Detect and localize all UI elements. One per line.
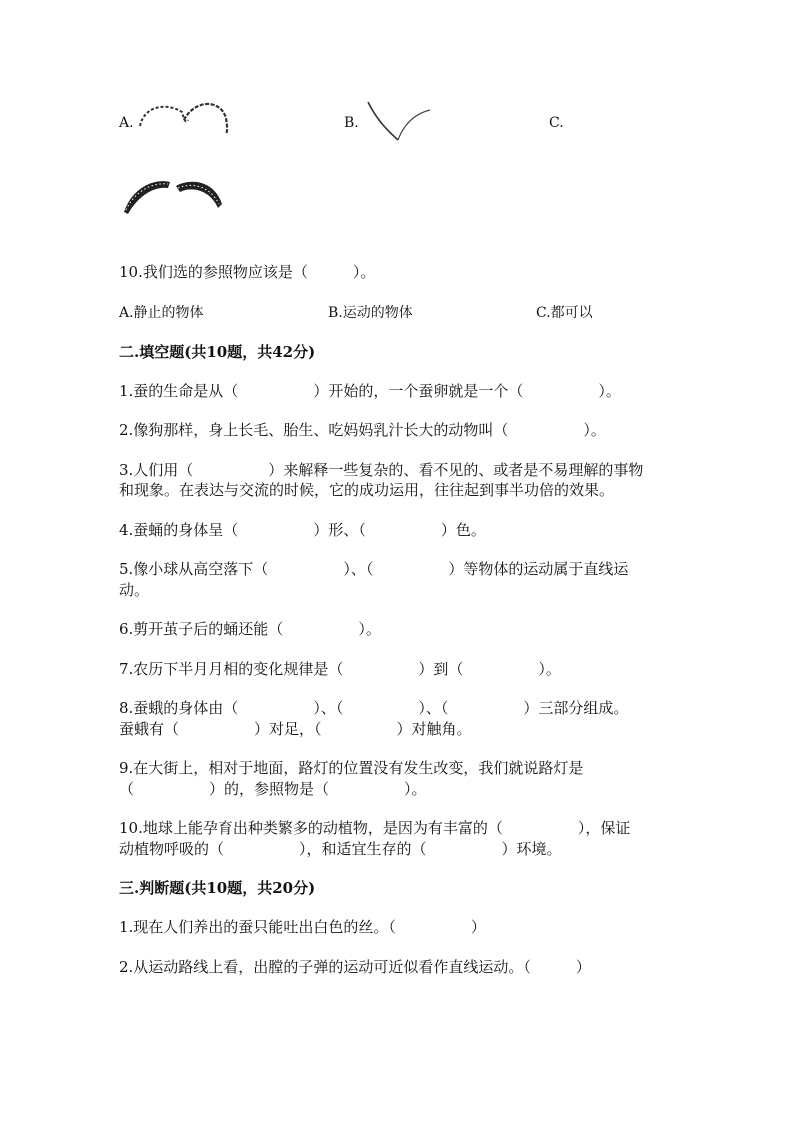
thread-antenna-icon <box>364 100 434 142</box>
fill-question-3-line-2: 和现象。在表达与交流的时候，它的成功运用，往往起到事半功倍的效果。 <box>119 481 615 499</box>
fill-question-5-line-1: 5.像小球从高空落下（ ）、（ ）等物体的运动属于直线运 <box>119 560 629 578</box>
fill-question-8-line-1: 8.蚕蛾的身体由（ ）、（ ）、（ ）三部分组成。 <box>119 699 629 717</box>
fill-question-9-line-1: 9.在大街上，相对于地面，路灯的位置没有发生改变，我们就说路灯是 <box>119 759 584 777</box>
section-3-title: 三.判断题(共10题，共20分) <box>119 879 316 897</box>
fill-question-6: 6.剪开茧子后的蛹还能（ ）。 <box>119 620 381 638</box>
q10-option-a: A.静止的物体 <box>119 305 204 321</box>
option-c-label: C. <box>549 115 564 131</box>
fill-question-5-line-2: 动。 <box>119 581 150 599</box>
option-b-label: B. <box>344 115 359 131</box>
fill-question-8-line-2: 蚕蛾有（ ）对足，（ ）对触角。 <box>119 720 472 738</box>
fill-question-9-line-2: （ ）的，参照物是（ ）。 <box>119 780 427 798</box>
q10-option-c: C.都可以 <box>536 305 593 321</box>
fill-question-2: 2.像狗那样，身上长毛、胎生、吃妈妈乳汁长大的动物叫（ ）。 <box>119 421 606 439</box>
fill-question-10-line-1: 10.地球上能孕育出种类繁多的动植物，是因为有丰富的（ ），保证 <box>119 819 631 837</box>
feather-antenna-icon <box>120 174 225 216</box>
fill-question-1: 1.蚕的生命是从（ ）开始的，一个蚕卵就是一个（ ）。 <box>119 382 621 400</box>
section-2-title: 二.填空题(共10题，共42分) <box>119 343 316 361</box>
fill-question-4: 4.蚕蛹的身体呈（ ）形、（ ）色。 <box>119 521 486 539</box>
fill-question-3-line-1: 3.人们用（ ）来解释一些复杂的、看不见的、或者是不易理解的事物 <box>119 461 644 479</box>
fill-question-7: 7.农历下半月月相的变化规律是（ ）到（ ）。 <box>119 660 561 678</box>
curled-antenna-icon <box>136 98 231 138</box>
judge-question-1: 1.现在人们养出的蚕只能吐出白色的丝。（ ） <box>119 918 486 936</box>
q10-option-b: B.运动的物体 <box>328 305 413 321</box>
fill-question-10-line-2: 动植物呼吸的（ ），和适宜生存的（ ）环境。 <box>119 840 562 858</box>
judge-question-2: 2.从运动路线上看，出膛的子弹的运动可近似看作直线运动。（ ） <box>119 958 591 976</box>
question-10-text: 10.我们选的参照物应该是（ ）。 <box>119 263 376 281</box>
option-a-label: A. <box>119 115 134 131</box>
